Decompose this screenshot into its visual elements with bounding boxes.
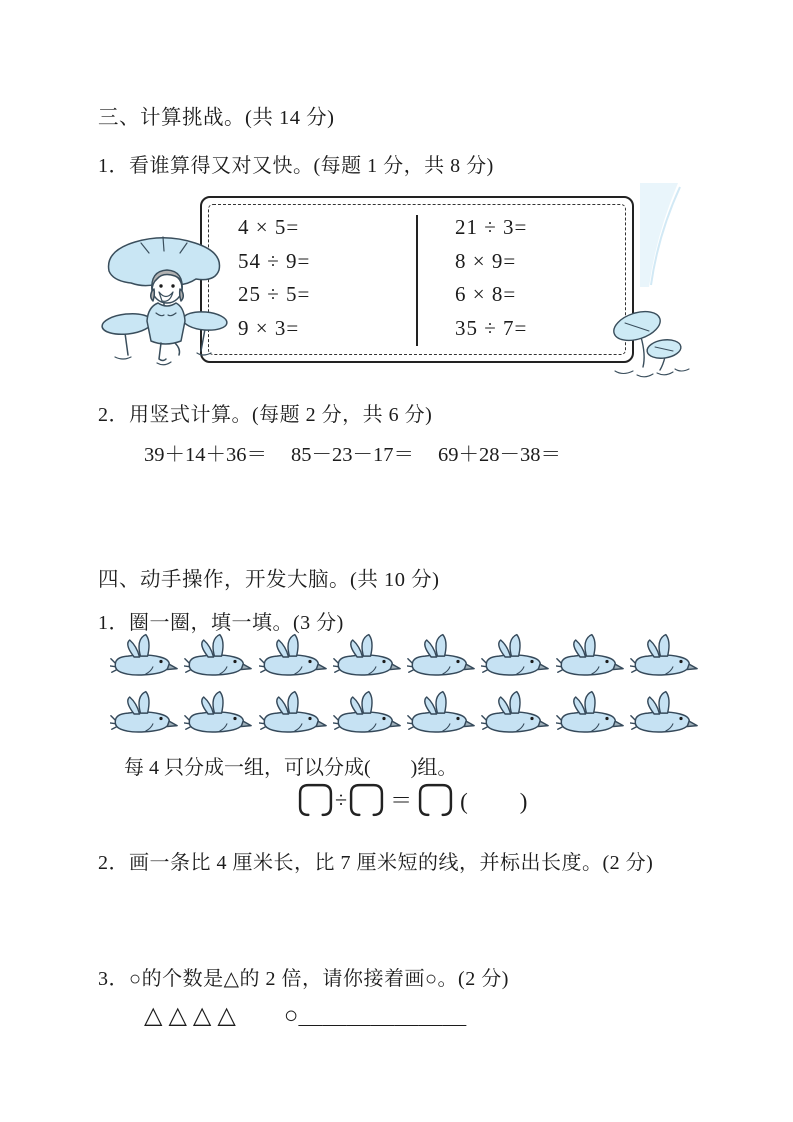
unit-parentheses: ( ) xyxy=(460,789,530,814)
answer-blank-line: ＿＿＿＿＿＿＿ xyxy=(298,1003,467,1029)
calc-problem: 21 ÷ 3= xyxy=(455,215,528,239)
calc-problem: 9 × 3= xyxy=(238,315,300,340)
girl-with-lotus-leaf-illustration xyxy=(101,231,231,373)
quick-calc-box xyxy=(200,196,634,363)
calc-problem: 6 × 8= xyxy=(455,282,517,306)
bird-icon xyxy=(333,688,401,740)
bird-icon xyxy=(630,631,698,683)
bird-icon xyxy=(184,631,252,683)
section4-q2-label: 2．画一条比 4 厘米长，比 7 厘米短的线，并标出长度。(2 分) xyxy=(98,852,654,874)
calc-problem: 54 ÷ 9= xyxy=(238,248,311,273)
shapes-row xyxy=(144,995,466,1030)
divide-sign: ÷ xyxy=(335,786,348,812)
quick-calc-right-column xyxy=(455,211,527,345)
birds-grid xyxy=(110,631,698,745)
expression: 69＋28－38＝ xyxy=(438,444,561,466)
bird-icon xyxy=(259,631,327,683)
calc-problem: 8 × 9= xyxy=(455,248,517,273)
section4-heading: 四、动手操作，开发大脑。(共 10 分) xyxy=(98,569,440,591)
triangle-shapes: △△△△ xyxy=(144,1003,242,1029)
bird-icon xyxy=(333,631,401,683)
bird-row xyxy=(110,688,698,745)
calc-problem: 25 ÷ 5= xyxy=(238,282,311,306)
bird-icon xyxy=(556,631,624,683)
bird-icon xyxy=(630,688,698,740)
bird-icon xyxy=(184,688,252,740)
quick-calc-divider xyxy=(416,215,418,346)
section4-q3-label: 3．○的个数是△的 2 倍，请你接着画○。(2 分) xyxy=(98,968,509,990)
answer-box xyxy=(297,782,334,817)
section3-q2-label: 2．用竖式计算。(每题 2 分，共 6 分) xyxy=(98,404,433,426)
page-watermark xyxy=(634,183,692,288)
answer-box xyxy=(348,782,385,817)
expression: 85－23－17＝ xyxy=(291,444,414,466)
bird-row xyxy=(110,631,698,688)
bird-icon xyxy=(259,688,327,740)
answer-box xyxy=(417,782,454,817)
bird-icon xyxy=(407,631,475,683)
calc-problem: 35 ÷ 7= xyxy=(455,315,528,340)
calc-problem: 4 × 5= xyxy=(238,215,300,239)
section3-heading: 三、计算挑战。(共 14 分) xyxy=(98,107,335,129)
quick-calc-left-column xyxy=(238,211,310,345)
expression: 39＋14＋36＝ xyxy=(144,444,267,466)
bird-icon xyxy=(407,688,475,740)
bird-icon xyxy=(556,688,624,740)
bird-icon xyxy=(110,688,178,740)
equals-sign: ＝ xyxy=(390,788,413,813)
section4-q1-label: 1．圈一圈，填一填。(3 分) xyxy=(98,612,344,634)
section3-q1-label: 1．看谁算得又对又快。(每题 1 分，共 8 分) xyxy=(98,155,494,177)
circle-shape: ○ xyxy=(283,1003,299,1029)
division-formula xyxy=(297,782,529,817)
bird-icon xyxy=(110,631,178,683)
lotus-leaves-illustration xyxy=(607,307,701,381)
grouping-fill-text: 每 4 只分成一组，可以分成( )组。 xyxy=(124,757,458,779)
bird-icon xyxy=(481,688,549,740)
vertical-form-expressions xyxy=(144,437,585,467)
bird-icon xyxy=(481,631,549,683)
